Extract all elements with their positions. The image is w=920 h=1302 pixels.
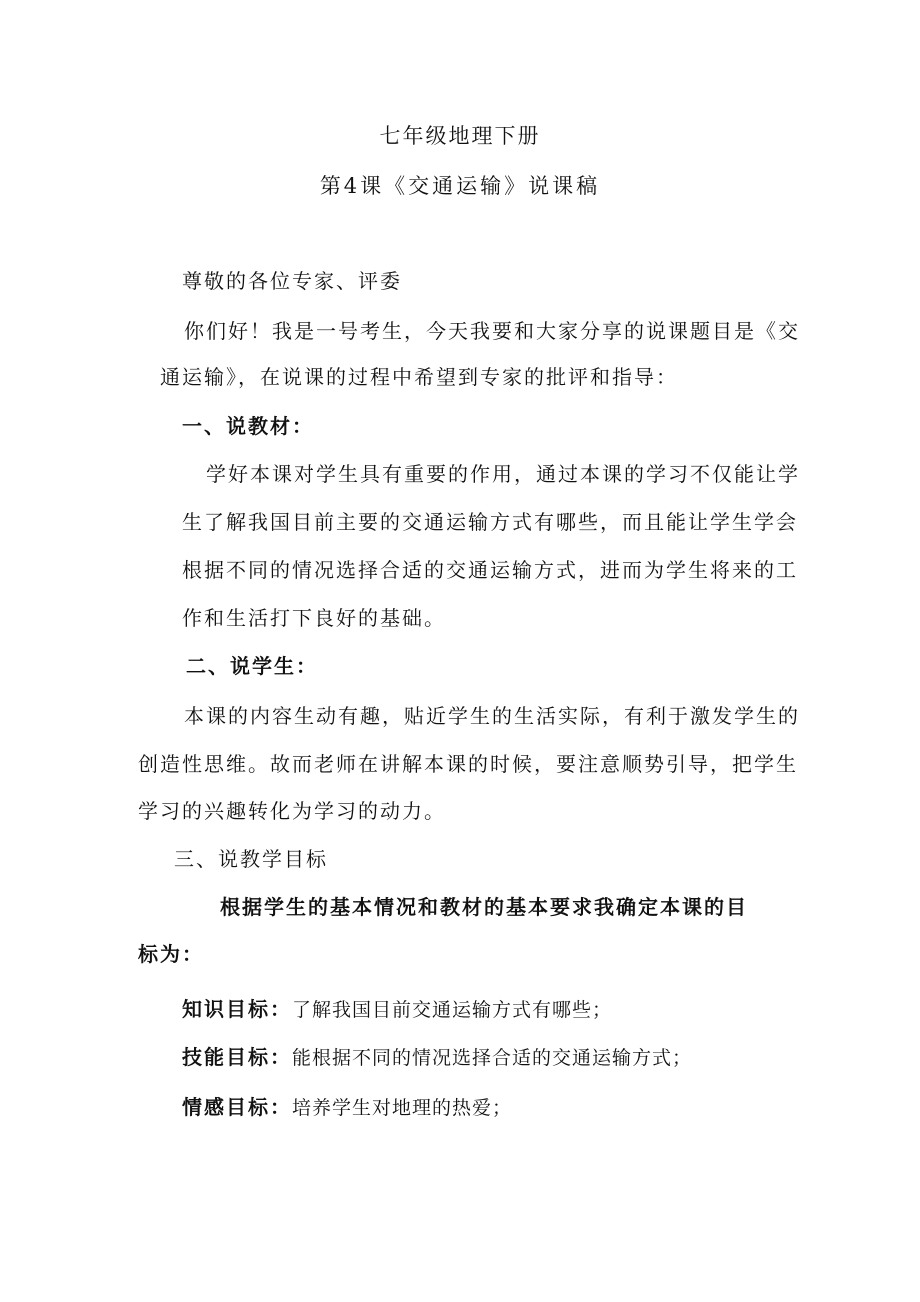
section-1-line-1: 学好本课对学生具有重要的作用，通过本课的学习不仅能让学 (206, 462, 800, 486)
section-2-heading: 二、说学生： (186, 654, 318, 678)
objective-emotion-label: 情感目标： (182, 1095, 292, 1119)
objective-knowledge-label: 知识目标： (182, 997, 292, 1021)
salutation: 尊敬的各位专家、评委 (182, 269, 402, 293)
objective-emotion (182, 1093, 512, 1122)
section-3-line-1: 根据学生的基本情况和教材的基本要求我确定本课的目 (220, 895, 748, 919)
section-1-heading: 一、说教材： (182, 414, 314, 438)
section-2-line-3: 学习的兴趣转化为学习的动力。 (138, 799, 446, 823)
objective-skill-text: 能根据不同的情况选择合适的交通运输方式； (292, 1047, 693, 1069)
document-title: 七年级地理下册 (379, 124, 541, 148)
objective-knowledge-text: 了解我国目前交通运输方式有哪些； (292, 999, 613, 1021)
objective-skill (182, 1043, 692, 1072)
document-subtitle: 第4课《交通运输》说课稿 (319, 174, 601, 198)
intro-line-1: 你们好！我是一号考生，今天我要和大家分享的说课题目是《交 (184, 319, 800, 343)
section-2-line-2: 创造性思维。故而老师在讲解本课的时候，要注意顺势引导，把学生 (138, 752, 798, 776)
objective-emotion-text: 培养学生对地理的热爱； (292, 1097, 513, 1119)
section-3-heading: 三、说教学目标 (174, 847, 328, 871)
section-1-line-2: 生了解我国目前主要的交通运输方式有哪些，而且能让学生学会 (182, 510, 798, 534)
section-1-line-3: 根据不同的情况选择合适的交通运输方式，进而为学生将来的工 (182, 558, 798, 582)
section-3-line-2: 标为： (138, 942, 204, 966)
intro-line-2: 通运输》，在说课的过程中希望到专家的批评和指导： (160, 365, 678, 389)
section-2-line-1: 本课的内容生动有趣，贴近学生的生活实际，有利于激发学生的 (184, 704, 800, 728)
objective-knowledge (182, 995, 612, 1024)
objective-skill-label: 技能目标： (182, 1045, 292, 1069)
section-1-line-4: 作和生活打下良好的基础。 (182, 606, 446, 630)
